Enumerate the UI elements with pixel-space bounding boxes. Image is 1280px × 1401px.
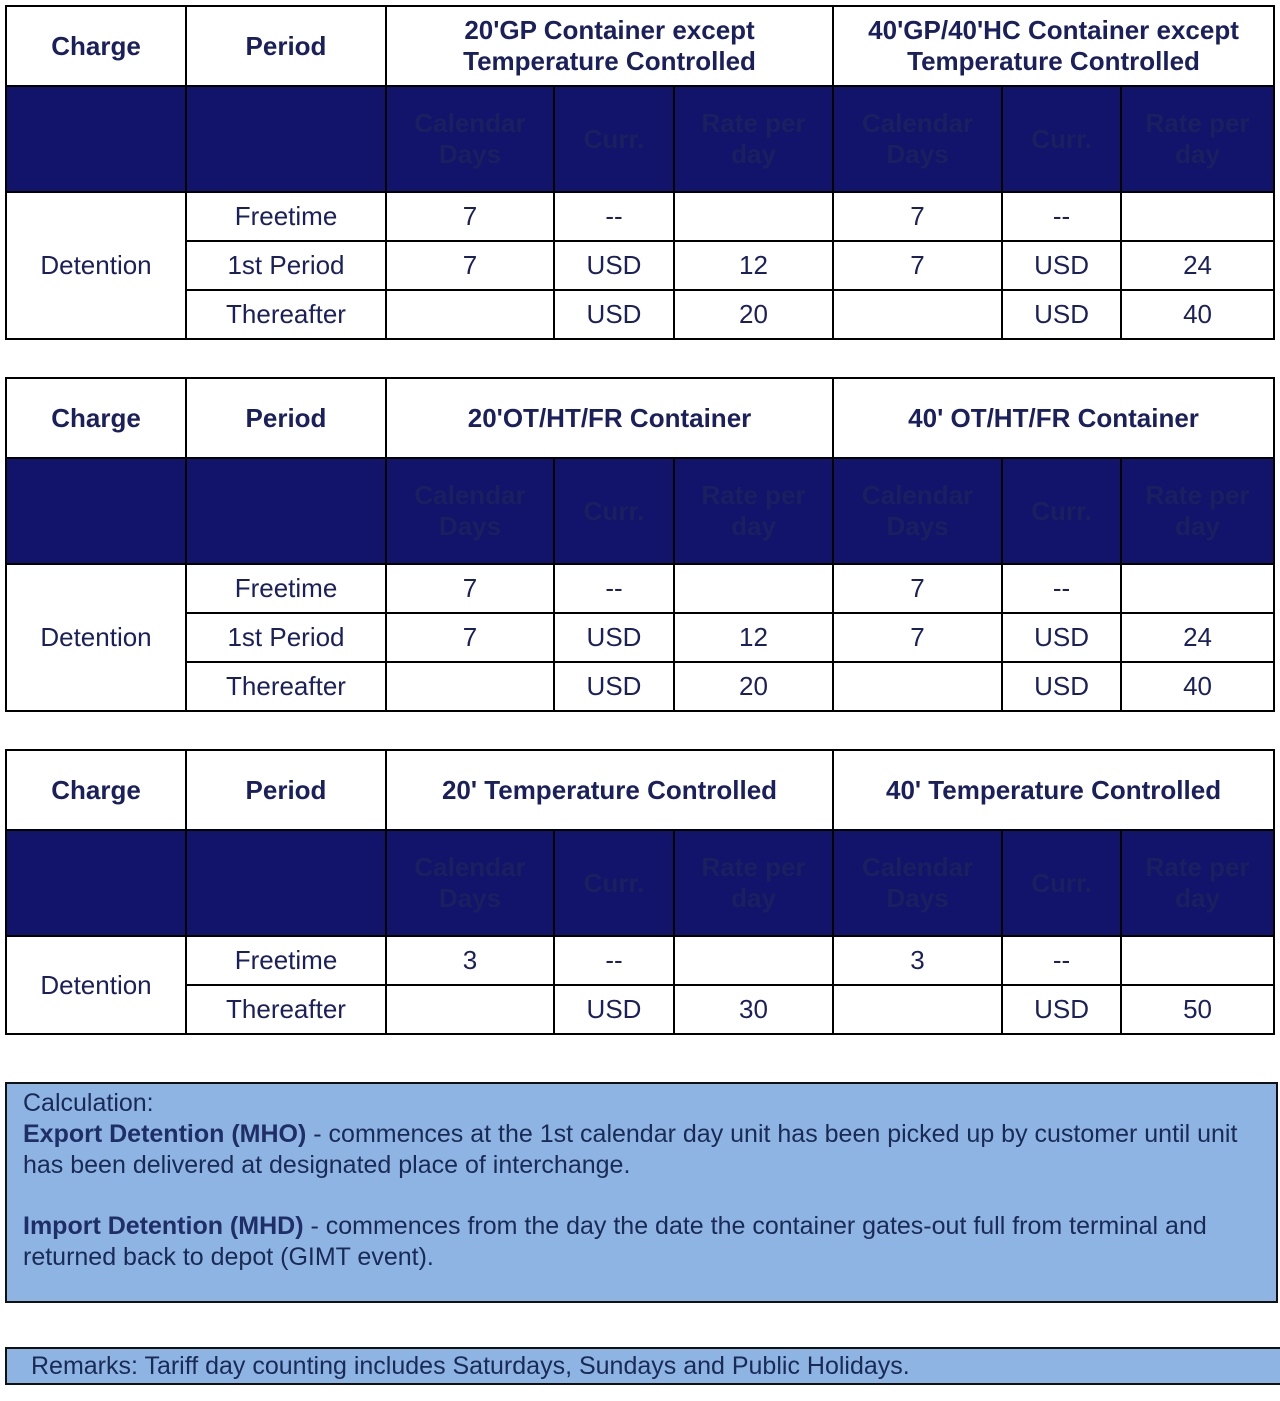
charge-cell: Detention — [6, 936, 186, 1034]
table-row — [6, 613, 1274, 662]
table-header-row — [6, 6, 1274, 86]
charge-header: Charge — [6, 6, 186, 86]
rate-cell: 24 — [1121, 241, 1274, 290]
currency-cell: USD — [1002, 662, 1121, 711]
days-cell: 3 — [386, 936, 554, 985]
import-detention-text: - commences from the day the date the container gates-out full from terminal and returned back to depot (GIMT event). — [23, 1212, 1207, 1271]
charge-cell: Detention — [6, 192, 186, 339]
days-cell: 3 — [833, 936, 1002, 985]
rate-cell: 50 — [1121, 985, 1274, 1034]
rate-per-day-header: Rate per day — [1121, 830, 1274, 936]
days-cell: 7 — [833, 613, 1002, 662]
period-cell: Thereafter — [186, 290, 386, 339]
group-title-line2: Temperature Controlled — [463, 46, 756, 76]
table-header-row — [6, 378, 1274, 458]
empty-subheader-cell — [6, 830, 186, 936]
table-row — [6, 192, 1274, 241]
table-header-row — [6, 750, 1274, 830]
days-cell: 7 — [386, 564, 554, 613]
charge-header: Charge — [6, 750, 186, 830]
calendar-days-header: Calendar Days — [833, 86, 1002, 192]
currency-cell: -- — [1002, 192, 1121, 241]
container-group-header-20 — [386, 6, 833, 86]
days-cell — [386, 662, 554, 711]
rate-cell — [674, 936, 833, 985]
currency-cell: USD — [554, 985, 674, 1034]
days-cell — [386, 290, 554, 339]
empty-subheader-cell — [186, 86, 386, 192]
calendar-days-header: Calendar Days — [833, 830, 1002, 936]
rate-cell — [1121, 564, 1274, 613]
import-detention-note — [23, 1211, 1276, 1273]
currency-cell: -- — [554, 564, 674, 613]
currency-cell: USD — [1002, 613, 1121, 662]
table-row — [6, 564, 1274, 613]
rate-per-day-header: Rate per day — [674, 458, 833, 564]
charge-header: Charge — [6, 378, 186, 458]
currency-header: Curr. — [1002, 458, 1121, 564]
table-row — [6, 241, 1274, 290]
table-row — [6, 936, 1274, 985]
calendar-days-header: Calendar Days — [386, 458, 554, 564]
import-detention-label: Import Detention (MHD) — [23, 1212, 304, 1240]
container-group-header-20: 20' Temperature Controlled — [386, 750, 833, 830]
days-cell: 7 — [386, 241, 554, 290]
period-cell: Freetime — [186, 192, 386, 241]
rate-cell: 30 — [674, 985, 833, 1034]
table-row — [6, 290, 1274, 339]
export-detention-note — [23, 1119, 1276, 1181]
days-cell: 7 — [833, 192, 1002, 241]
rate-cell: 20 — [674, 290, 833, 339]
currency-cell: USD — [1002, 241, 1121, 290]
rate-cell — [1121, 936, 1274, 985]
currency-header: Curr. — [554, 458, 674, 564]
group-title-line1: 20'GP Container except — [464, 15, 755, 45]
rate-cell: 12 — [674, 613, 833, 662]
table-row — [6, 662, 1274, 711]
days-cell: 7 — [833, 241, 1002, 290]
table-row — [6, 985, 1274, 1034]
currency-cell: -- — [1002, 936, 1121, 985]
calendar-days-header: Calendar Days — [386, 86, 554, 192]
days-cell — [833, 662, 1002, 711]
currency-cell: -- — [554, 936, 674, 985]
rate-cell — [674, 192, 833, 241]
currency-cell: USD — [1002, 290, 1121, 339]
currency-header: Curr. — [1002, 86, 1121, 192]
group-title-line1: 40'GP/40'HC Container except — [868, 15, 1239, 45]
days-cell — [833, 290, 1002, 339]
currency-cell: USD — [554, 290, 674, 339]
container-group-header-40: 40' OT/HT/FR Container — [833, 378, 1274, 458]
empty-subheader-cell — [186, 458, 386, 564]
rate-cell: 40 — [1121, 290, 1274, 339]
container-group-header-20: 20'OT/HT/FR Container — [386, 378, 833, 458]
currency-cell: USD — [554, 662, 674, 711]
days-cell: 7 — [386, 192, 554, 241]
rate-cell: 40 — [1121, 662, 1274, 711]
period-cell: Thereafter — [186, 662, 386, 711]
period-header: Period — [186, 750, 386, 830]
container-group-header-40 — [833, 6, 1274, 86]
detention-table-gp — [5, 5, 1275, 340]
days-cell — [386, 985, 554, 1034]
rate-per-day-header: Rate per day — [1121, 86, 1274, 192]
period-header: Period — [186, 378, 386, 458]
days-cell — [833, 985, 1002, 1034]
remarks-note-box — [5, 1347, 1280, 1385]
currency-header: Curr. — [1002, 830, 1121, 936]
currency-header: Curr. — [554, 86, 674, 192]
period-cell: 1st Period — [186, 613, 386, 662]
empty-subheader-cell — [6, 458, 186, 564]
period-cell: Thereafter — [186, 985, 386, 1034]
rate-cell: 20 — [674, 662, 833, 711]
rate-per-day-header: Rate per day — [1121, 458, 1274, 564]
calculation-note-box — [5, 1082, 1278, 1303]
export-detention-label: Export Detention (MHO) — [23, 1120, 307, 1148]
table-subheader-row — [6, 458, 1274, 564]
empty-subheader-cell — [6, 86, 186, 192]
period-header: Period — [186, 6, 386, 86]
detention-table-temperature-controlled — [5, 749, 1275, 1035]
currency-cell: USD — [554, 613, 674, 662]
rate-per-day-header: Rate per day — [674, 830, 833, 936]
calendar-days-header: Calendar Days — [833, 458, 1002, 564]
currency-cell: USD — [1002, 985, 1121, 1034]
period-cell: Freetime — [186, 564, 386, 613]
calendar-days-header: Calendar Days — [386, 830, 554, 936]
currency-cell: USD — [554, 241, 674, 290]
remarks-text: Remarks: Tariff day counting includes Saturdays, Sundays and Public Holidays. — [31, 1352, 910, 1380]
currency-header: Curr. — [554, 830, 674, 936]
group-title-line2: Temperature Controlled — [907, 46, 1200, 76]
period-cell: 1st Period — [186, 241, 386, 290]
days-cell: 7 — [386, 613, 554, 662]
rate-cell: 12 — [674, 241, 833, 290]
detention-table-ot-ht-fr — [5, 377, 1275, 712]
rate-cell — [674, 564, 833, 613]
rate-cell — [1121, 192, 1274, 241]
container-group-header-40: 40' Temperature Controlled — [833, 750, 1274, 830]
export-detention-text: - commences at the 1st calendar day unit has been picked up by customer until unit has been delivered at designated place of interchange. — [23, 1120, 1238, 1179]
spacer — [23, 1181, 1276, 1211]
period-cell: Freetime — [186, 936, 386, 985]
days-cell: 7 — [833, 564, 1002, 613]
currency-cell: -- — [554, 192, 674, 241]
rate-per-day-header: Rate per day — [674, 86, 833, 192]
calculation-heading: Calculation: — [23, 1089, 154, 1117]
empty-subheader-cell — [186, 830, 386, 936]
rate-cell: 24 — [1121, 613, 1274, 662]
currency-cell: -- — [1002, 564, 1121, 613]
charge-cell: Detention — [6, 564, 186, 711]
table-subheader-row — [6, 86, 1274, 192]
table-subheader-row — [6, 830, 1274, 936]
